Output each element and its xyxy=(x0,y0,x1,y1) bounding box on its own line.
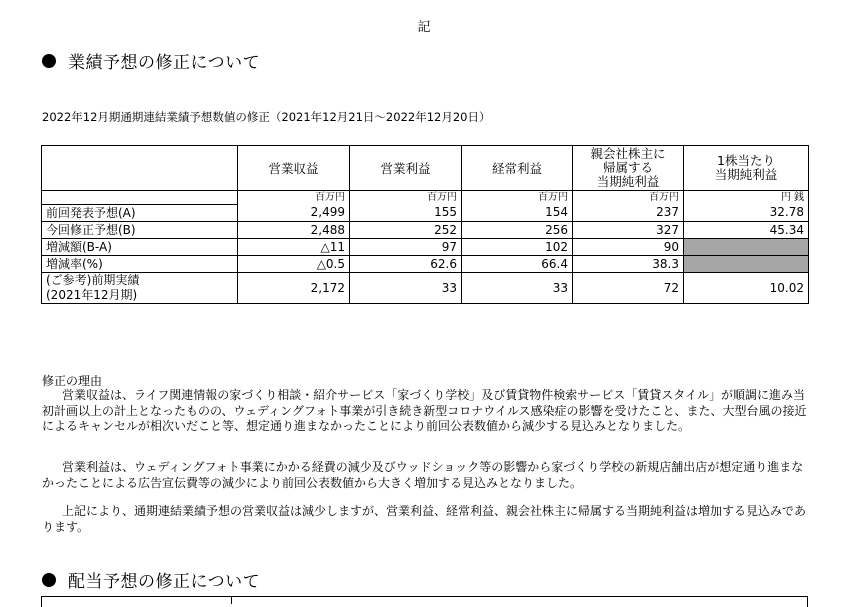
table-cell: 32.78 xyxy=(684,205,809,222)
paragraph xyxy=(42,504,812,535)
paragraph-text: 上記により、通期連結業績予想の営業収益は減少しますが、営業利益、経常利益、親会社株主に帰属する当期純利益は増加する見込みであります。 xyxy=(42,504,807,534)
table-cell: 45.34 xyxy=(684,222,809,239)
table-cell: 97 xyxy=(350,239,462,256)
table-cell: 62.6 xyxy=(350,256,462,273)
table-cell: 237 xyxy=(573,205,684,222)
table-cell-blank xyxy=(684,239,809,256)
table-row xyxy=(42,273,809,304)
reason-title: 修正の理由 xyxy=(42,374,103,388)
header-cell: 1株当たり 当期純利益 xyxy=(684,146,809,191)
table-cell: 102 xyxy=(462,239,573,256)
table-row xyxy=(42,256,809,273)
row-label: 増減率(%) xyxy=(42,256,238,273)
table-cell: 33 xyxy=(350,273,462,304)
table-cell: 154 xyxy=(462,205,573,222)
section1-heading xyxy=(42,48,260,73)
table-cell-blank xyxy=(684,256,809,273)
table-cell: △0.5 xyxy=(238,256,350,273)
header-cell: 営業利益 xyxy=(350,146,462,191)
table-cell: 10.02 xyxy=(684,273,809,304)
table-row xyxy=(42,239,809,256)
table-cell: 155 xyxy=(350,205,462,222)
table-row xyxy=(42,205,809,222)
table-cell: 252 xyxy=(350,222,462,239)
table-cell: 90 xyxy=(573,239,684,256)
unit-cell: 百万円 xyxy=(350,191,462,205)
row-label: 増減額(B-A) xyxy=(42,239,238,256)
table-cell: 327 xyxy=(573,222,684,239)
forecast-table xyxy=(41,145,809,304)
unit-cell xyxy=(42,191,238,205)
bullet-icon xyxy=(42,573,56,587)
section2-title: 配当予想の修正について xyxy=(68,572,261,592)
section2-heading xyxy=(42,567,260,592)
table-row xyxy=(42,222,809,239)
header-cell: 経常利益 xyxy=(462,146,573,191)
table-cell: 33 xyxy=(462,273,573,304)
row-label: 今回修正予想(B) xyxy=(42,222,238,239)
ki-heading: 記 xyxy=(417,20,431,35)
table-cell: 256 xyxy=(462,222,573,239)
bullet-icon xyxy=(42,54,56,68)
row-label: 前回発表予想(A) xyxy=(42,205,238,222)
unit-cell: 円 銭 xyxy=(684,191,809,205)
unit-cell: 百万円 xyxy=(238,191,350,205)
table-cell: 66.4 xyxy=(462,256,573,273)
table-cell: 38.3 xyxy=(573,256,684,273)
row-label: (ご参考)前期実績 (2021年12月期) xyxy=(42,273,238,304)
unit-cell: 百万円 xyxy=(462,191,573,205)
paragraph-text: 営業利益は、ウェディングフォト事業にかかる経費の減少及びウッドショック等の影響から家づくり学校の新規店舗出店が想定通り進まなかったことによる広告宣伝費等の減少により前回公表数値から大きく増加する見込みとなりました。 xyxy=(42,460,804,490)
header-row xyxy=(42,146,809,191)
header-cell: 親会社株主に 帰属する 当期純利益 xyxy=(573,146,684,191)
paragraph xyxy=(42,388,812,435)
table-cell: 2,488 xyxy=(238,222,350,239)
table-cell: 2,499 xyxy=(238,205,350,222)
paragraph-text: 営業収益は、ライフ関連情報の家づくり相談・紹介サービス「家づくり学校」及び賃貸物件検索サービス「賃貸スタイル」が順調に進み当初計画以上の計上となったものの、ウェディングフォト事業が引き続き新型コロナウイルス感染症の影響を受けたこと、また、大型台風の接近によるキャンセルが相次いだこと等、想定通り進まなかったことにより前回公表数値から減少する見込みとなりました。 xyxy=(42,388,807,433)
table-cell: △11 xyxy=(238,239,350,256)
table-cell: 72 xyxy=(573,273,684,304)
table-cell: 2,172 xyxy=(238,273,350,304)
dividend-table-edge xyxy=(41,596,808,607)
header-cell: 営業収益 xyxy=(238,146,350,191)
section1-title: 業績予想の修正について xyxy=(68,53,261,73)
unit-row xyxy=(42,191,809,205)
header-cell xyxy=(42,146,238,191)
unit-cell: 百万円 xyxy=(573,191,684,205)
paragraph xyxy=(42,460,812,491)
dividend-table-divider xyxy=(231,596,232,604)
table-caption: 2022年12月期通期連結業績予想数値の修正（2021年12月21日～2022年12月20日） xyxy=(42,110,491,124)
